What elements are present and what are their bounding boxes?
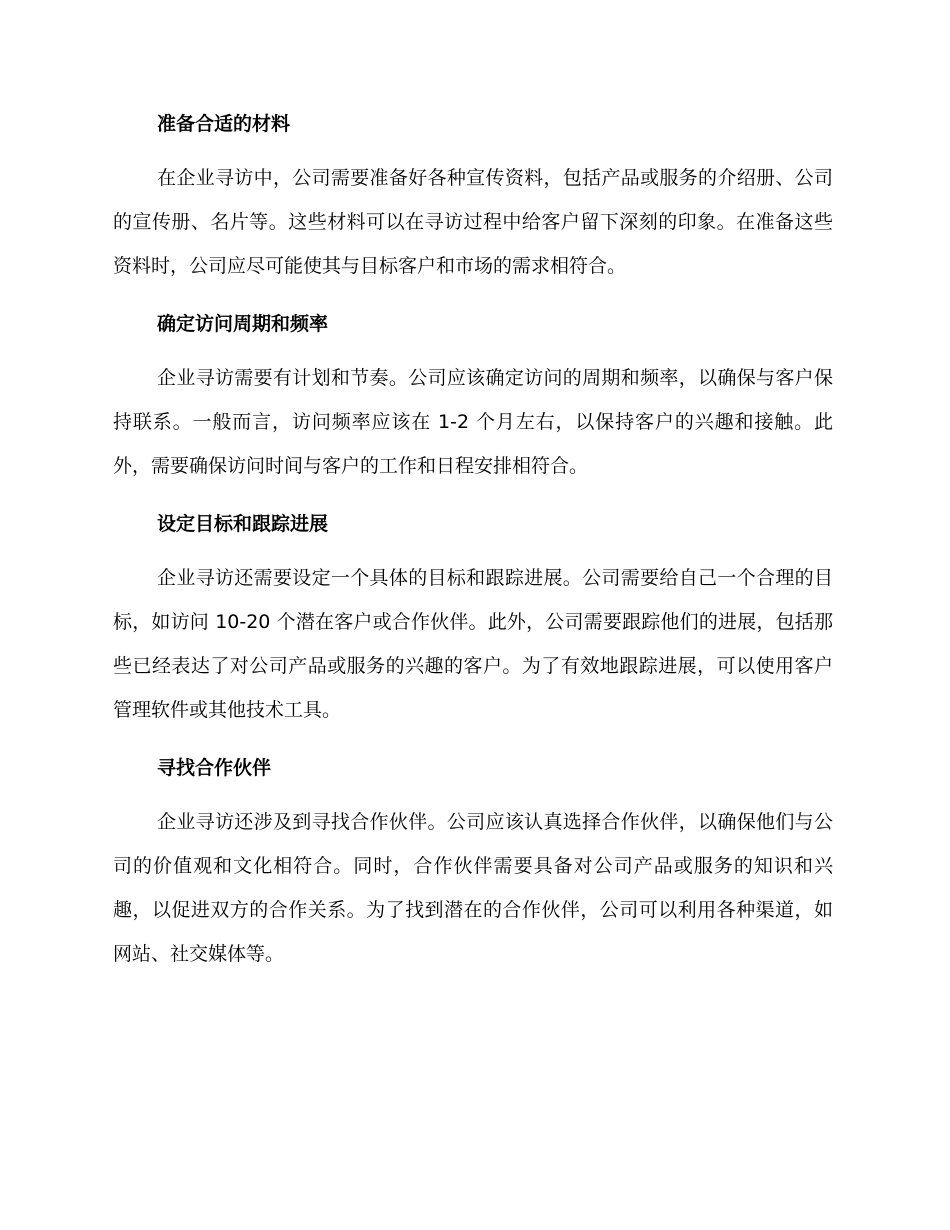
document-page xyxy=(113,110,833,976)
section-heading-materials: 准备合适的材料 xyxy=(157,113,291,135)
section-body-partners: 企业寻访还涉及到寻找合作伙伴。公司应该认真选择合作伙伴，以确保他们与公司的价值观和文化相符合。同时，合作伙伴需要具备对公司产品或服务的知识和兴趣，以促进双方的合作关系。为了找到潜在的合作伙伴，公司可以利用各种渠道，如网站、社交媒体等。 xyxy=(113,811,833,965)
section-body-materials: 在企业寻访中，公司需要准备好各种宣传资料，包括产品或服务的介绍册、公司的宣传册、名片等。这些材料可以在寻访过程中给客户留下深刻的印象。在准备这些资料时，公司应尽可能使其与目标客户和市场的需求相符合。 xyxy=(113,167,833,277)
section-body-goals-tracking: 企业寻访还需要设定一个具体的目标和跟踪进展。公司需要给自己一个合理的目标，如访问 10-20 个潜在客户或合作伙伴。此外，公司需要跟踪他们的进展，包括那些已经表达了对公司产品或服务的兴趣的客户。为了有效地跟踪进展，可以使用客户管理软件或其他技术工具。 xyxy=(113,567,833,721)
section-body-visit-frequency: 企业寻访需要有计划和节奏。公司应该确定访问的周期和频率，以确保与客户保持联系。一般而言，访问频率应该在 1-2 个月左右，以保持客户的兴趣和接触。此外，需要确保访问时间与客户的工作和日程安排相符合。 xyxy=(113,367,833,477)
section-heading-goals-tracking: 设定目标和跟踪进展 xyxy=(157,513,329,535)
section-heading-visit-frequency: 确定访问周期和频率 xyxy=(157,313,329,335)
section-heading-partners: 寻找合作伙伴 xyxy=(157,757,272,779)
